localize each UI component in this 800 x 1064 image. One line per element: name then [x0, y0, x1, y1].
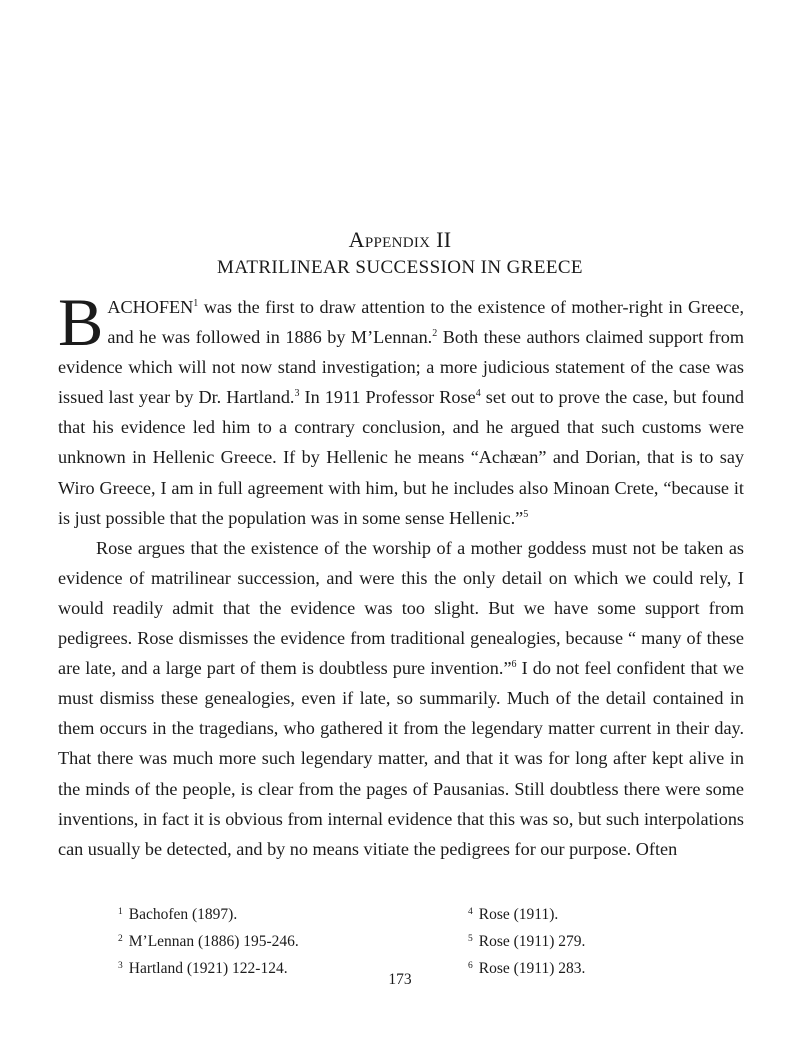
footnote-text: Rose (1911).: [478, 906, 559, 923]
footnote-number: 6: [468, 961, 473, 971]
footnotes-left-column: [118, 900, 418, 981]
footnote-text: Rose (1911) 283.: [478, 960, 586, 977]
body-text: [58, 284, 745, 864]
footnote-text: M’Lennan (1886) 195-246.: [128, 933, 299, 950]
text-run: was the first to draw attention to the existence of mother-right in Greece, and he was followed in 1886 by M’Lennan.: [107, 297, 744, 348]
footnote: [468, 900, 728, 927]
text-run: I do not feel confident that we must dismiss these genealogies, even if late, so summarily. Much of the detail contained in them occurs in the tragedians, who gathered it from the legendary matter current in their day. That there was much more such legendary matter, and that it was for long after kept alive in the minds of the people, is clear from the pages of Pausanias. Still doubtless there were some inventions, in fact it is obvious from internal evidence that this was so, but such interpolations can usually be detected, and by no means vitiate the pedigrees for our purpose. Often: [58, 658, 745, 859]
footnote-ref: 1: [193, 298, 199, 309]
appendix-heading: Appendix II: [348, 227, 452, 252]
chapter-title: MATRILINEAR SUCCESSION IN GREECE: [217, 257, 583, 278]
paragraph-1: [58, 284, 744, 533]
page-number: 173: [388, 971, 412, 988]
footnote-ref: 6: [511, 659, 517, 671]
footnote-ref: 5: [523, 508, 529, 520]
footnote-number: 5: [468, 934, 473, 944]
footnote-ref: 4: [475, 388, 481, 400]
footnote-number: 1: [118, 907, 123, 917]
text-run: Rose argues that the existence of the worship of a mother goddess must not be taken as evidence of matrilinear succession, and were this the only detail on which we could rely, I would readily admit that the evidence was too slight. But we have some support from pedigrees. Rose dismisses the evidence from traditional genealogies, because “ many of these are late, and a large part of them is doubtless pure invention.”: [58, 537, 744, 679]
footnote: [468, 927, 728, 954]
footnote-text: Bachofen (1897).: [128, 906, 238, 923]
footnote: [118, 900, 418, 927]
footnote: [118, 927, 418, 954]
footnote-ref: 3: [294, 388, 300, 400]
footnotes-right-column: [468, 900, 728, 981]
footnote-ref: 2: [432, 328, 438, 340]
footnote-number: 3: [118, 961, 123, 971]
footnote-text: Hartland (1921) 122-124.: [128, 960, 288, 977]
text-run: ACHOFEN: [107, 297, 194, 317]
text-run: set out to prove the case, but found that his evidence led him to a contrary conclusion, and he argued that such customs were unknown in Hellenic Greece. If by Hellenic he means “Achæan” and Dorian, that is to say Wiro Greece, I am in full agreement with him, but he includes also Minoan Crete, “because it is just possible that the population was in some sense Hellenic.”: [58, 387, 744, 528]
footnote-number: 2: [118, 934, 123, 944]
footnote-number: 4: [468, 907, 473, 917]
text-run: Both these authors claimed support from evidence which will not now stand investigation; a more judicious statement of the case was issued last year by Dr. Hartland.: [58, 327, 744, 408]
footnote-text: Rose (1911) 279.: [478, 933, 586, 950]
paragraph-2: [58, 533, 744, 864]
text-run: In 1911 Professor Rose: [299, 387, 476, 408]
drop-cap: B: [58, 284, 104, 360]
